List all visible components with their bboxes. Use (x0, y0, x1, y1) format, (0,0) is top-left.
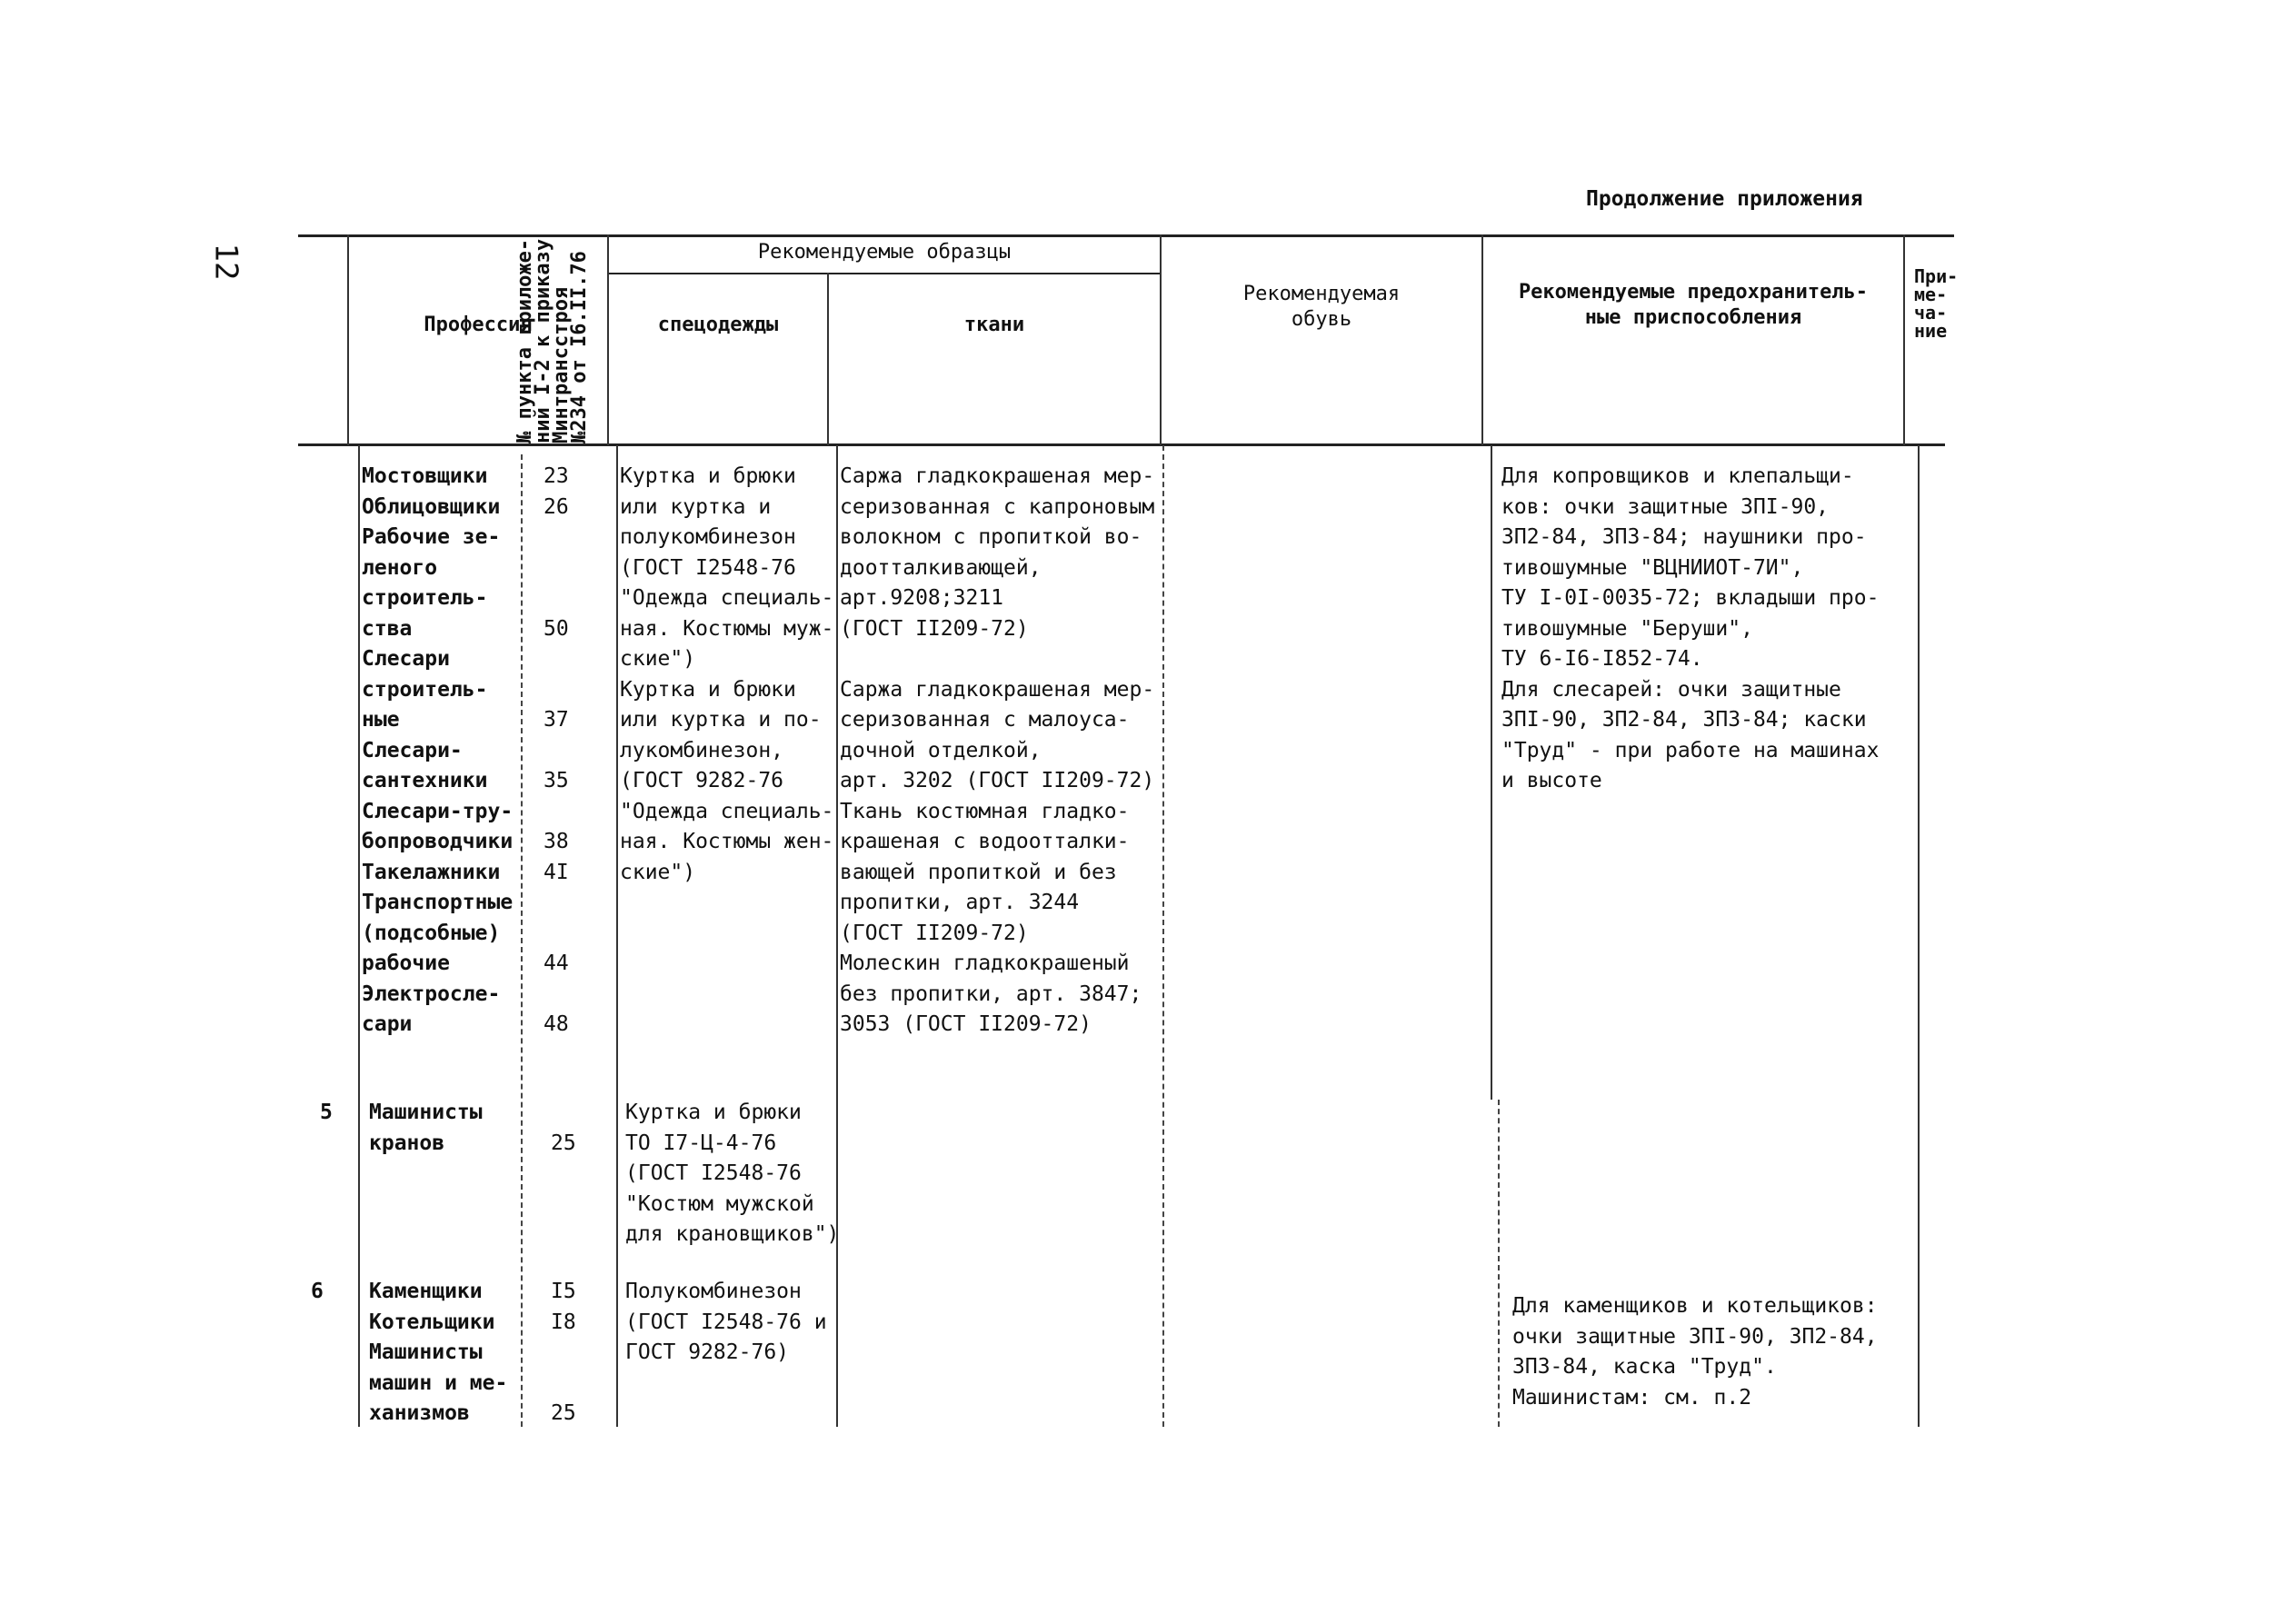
samples-subheader-rule (607, 273, 1160, 274)
professions-group-1: Мостовщики Облицовщики Рабочие зе- леного строитель- ства Слесари строитель- ные Слесари- сантехники Слесари-тру- бопроводчики Такелажники Транспортные (подсобные) рабочие Электросле- сари (362, 464, 514, 1036)
header-notes: При- ме- ча- ние (1914, 265, 1959, 342)
header-divider (1481, 234, 1483, 445)
body-divider (1491, 445, 1492, 1100)
body-divider (358, 445, 360, 1427)
professions-group-5: Машинисты кранов (369, 1101, 483, 1155)
header-profession: Профессия (424, 314, 533, 336)
fabric-group-1: Саржа гладкокрашеная мер- серизованная с капроновым волокном с пропиткой во- доотталкивающей, арт.9208;3211 (ГОСТ II209-72) Саржа гладкокрашеная мер- серизованная с малоуса- дочной отделкой, арт. 3202 (ГОСТ II209-72) Ткань костюмная гладко- крашеная с водоотталки- вающей пропиткой и без пропитки, арт. 3244 (ГОСТ II209-72) Молескин гладкокрашеный без пропитки, арт. 3847; 3053 (ГОСТ II209-72) (840, 464, 1155, 1036)
header-protective: Рекомендуемые предохранитель- ные приспособления (1518, 281, 1869, 329)
item-numbers-group-5: 25 (551, 1131, 576, 1155)
row-number-6: 6 (311, 1280, 324, 1303)
clothing-group-5: Куртка и брюки ТО I7-Ц-4-76 (ГОСТ I2548-76 "Костюм мужской для крановщиков") (625, 1101, 840, 1246)
protective-group-6: Для каменщиков и котельщиков: очки защитные ЗПI-90, ЗП2-84, ЗП3-84, каска "Труд". Машинистам: см. п.2 (1512, 1294, 1878, 1410)
professions-group-6: Каменщики Котельщики Машинисты машин и ме- ханизмов (369, 1280, 508, 1425)
body-divider (836, 445, 838, 1427)
row-number-5: 5 (320, 1101, 333, 1124)
body-divider (1918, 445, 1920, 1427)
header-divider (1903, 234, 1905, 445)
header-bottom-rule (298, 443, 1945, 446)
header-divider (607, 234, 609, 445)
clothing-group-1: Куртка и брюки или куртка и полукомбинезон (ГОСТ I2548-76 "Одежда специаль- ная. Костюмы муж- ские") Куртка и брюки или куртка и по- лукомбинезон, (ГОСТ 9282-76 "Одежда специаль- ная. Костюмы жен- ские") (620, 464, 834, 884)
header-footwear: Рекомендуемая обувь (1242, 283, 1401, 331)
clothing-group-6: Полукомбинезон (ГОСТ I2548-76 и ГОСТ 9282-76) (625, 1280, 827, 1364)
body-divider (616, 445, 618, 1427)
header-recommended-samples: Рекомендуемые образцы (757, 241, 1012, 264)
protective-group-1: Для копровщиков и клепальщи- ков: очки защитные ЗПI-90, ЗП2-84, ЗП3-84; наушники про- тивошумные "ВЦНИИОТ-7И", ТУ I-0I-0035-72; вкладыши про- тивошумные "Беруши", ТУ 6-I6-I852-74. Для слесарей: очки защитные ЗПI-90, ЗП2-84, ЗП3-84; каски "Труд" - при работе на машинах и высоте (1501, 464, 1880, 792)
body-divider (521, 454, 523, 1427)
body-divider (1498, 1100, 1500, 1427)
header-divider (347, 234, 349, 445)
header-item-number: № пункта приложе- ний I-2 к приказу Минтрансстроя №234 от I6.II.76 (514, 238, 591, 443)
header-divider (1160, 234, 1162, 445)
item-numbers-group-1: 23 26 50 37 35 38 4I 44 48 (544, 464, 569, 1036)
header-divider (827, 273, 829, 445)
header-clothing: спецодежды (657, 314, 779, 336)
continuation-caption: Продолжение приложения (1586, 187, 1863, 211)
body-divider (1162, 445, 1164, 1427)
header-fabric: ткани (963, 314, 1025, 336)
item-numbers-group-6: I5 I8 25 (551, 1280, 576, 1425)
table-top-rule (298, 234, 1954, 237)
page-number: 12 (207, 243, 244, 281)
